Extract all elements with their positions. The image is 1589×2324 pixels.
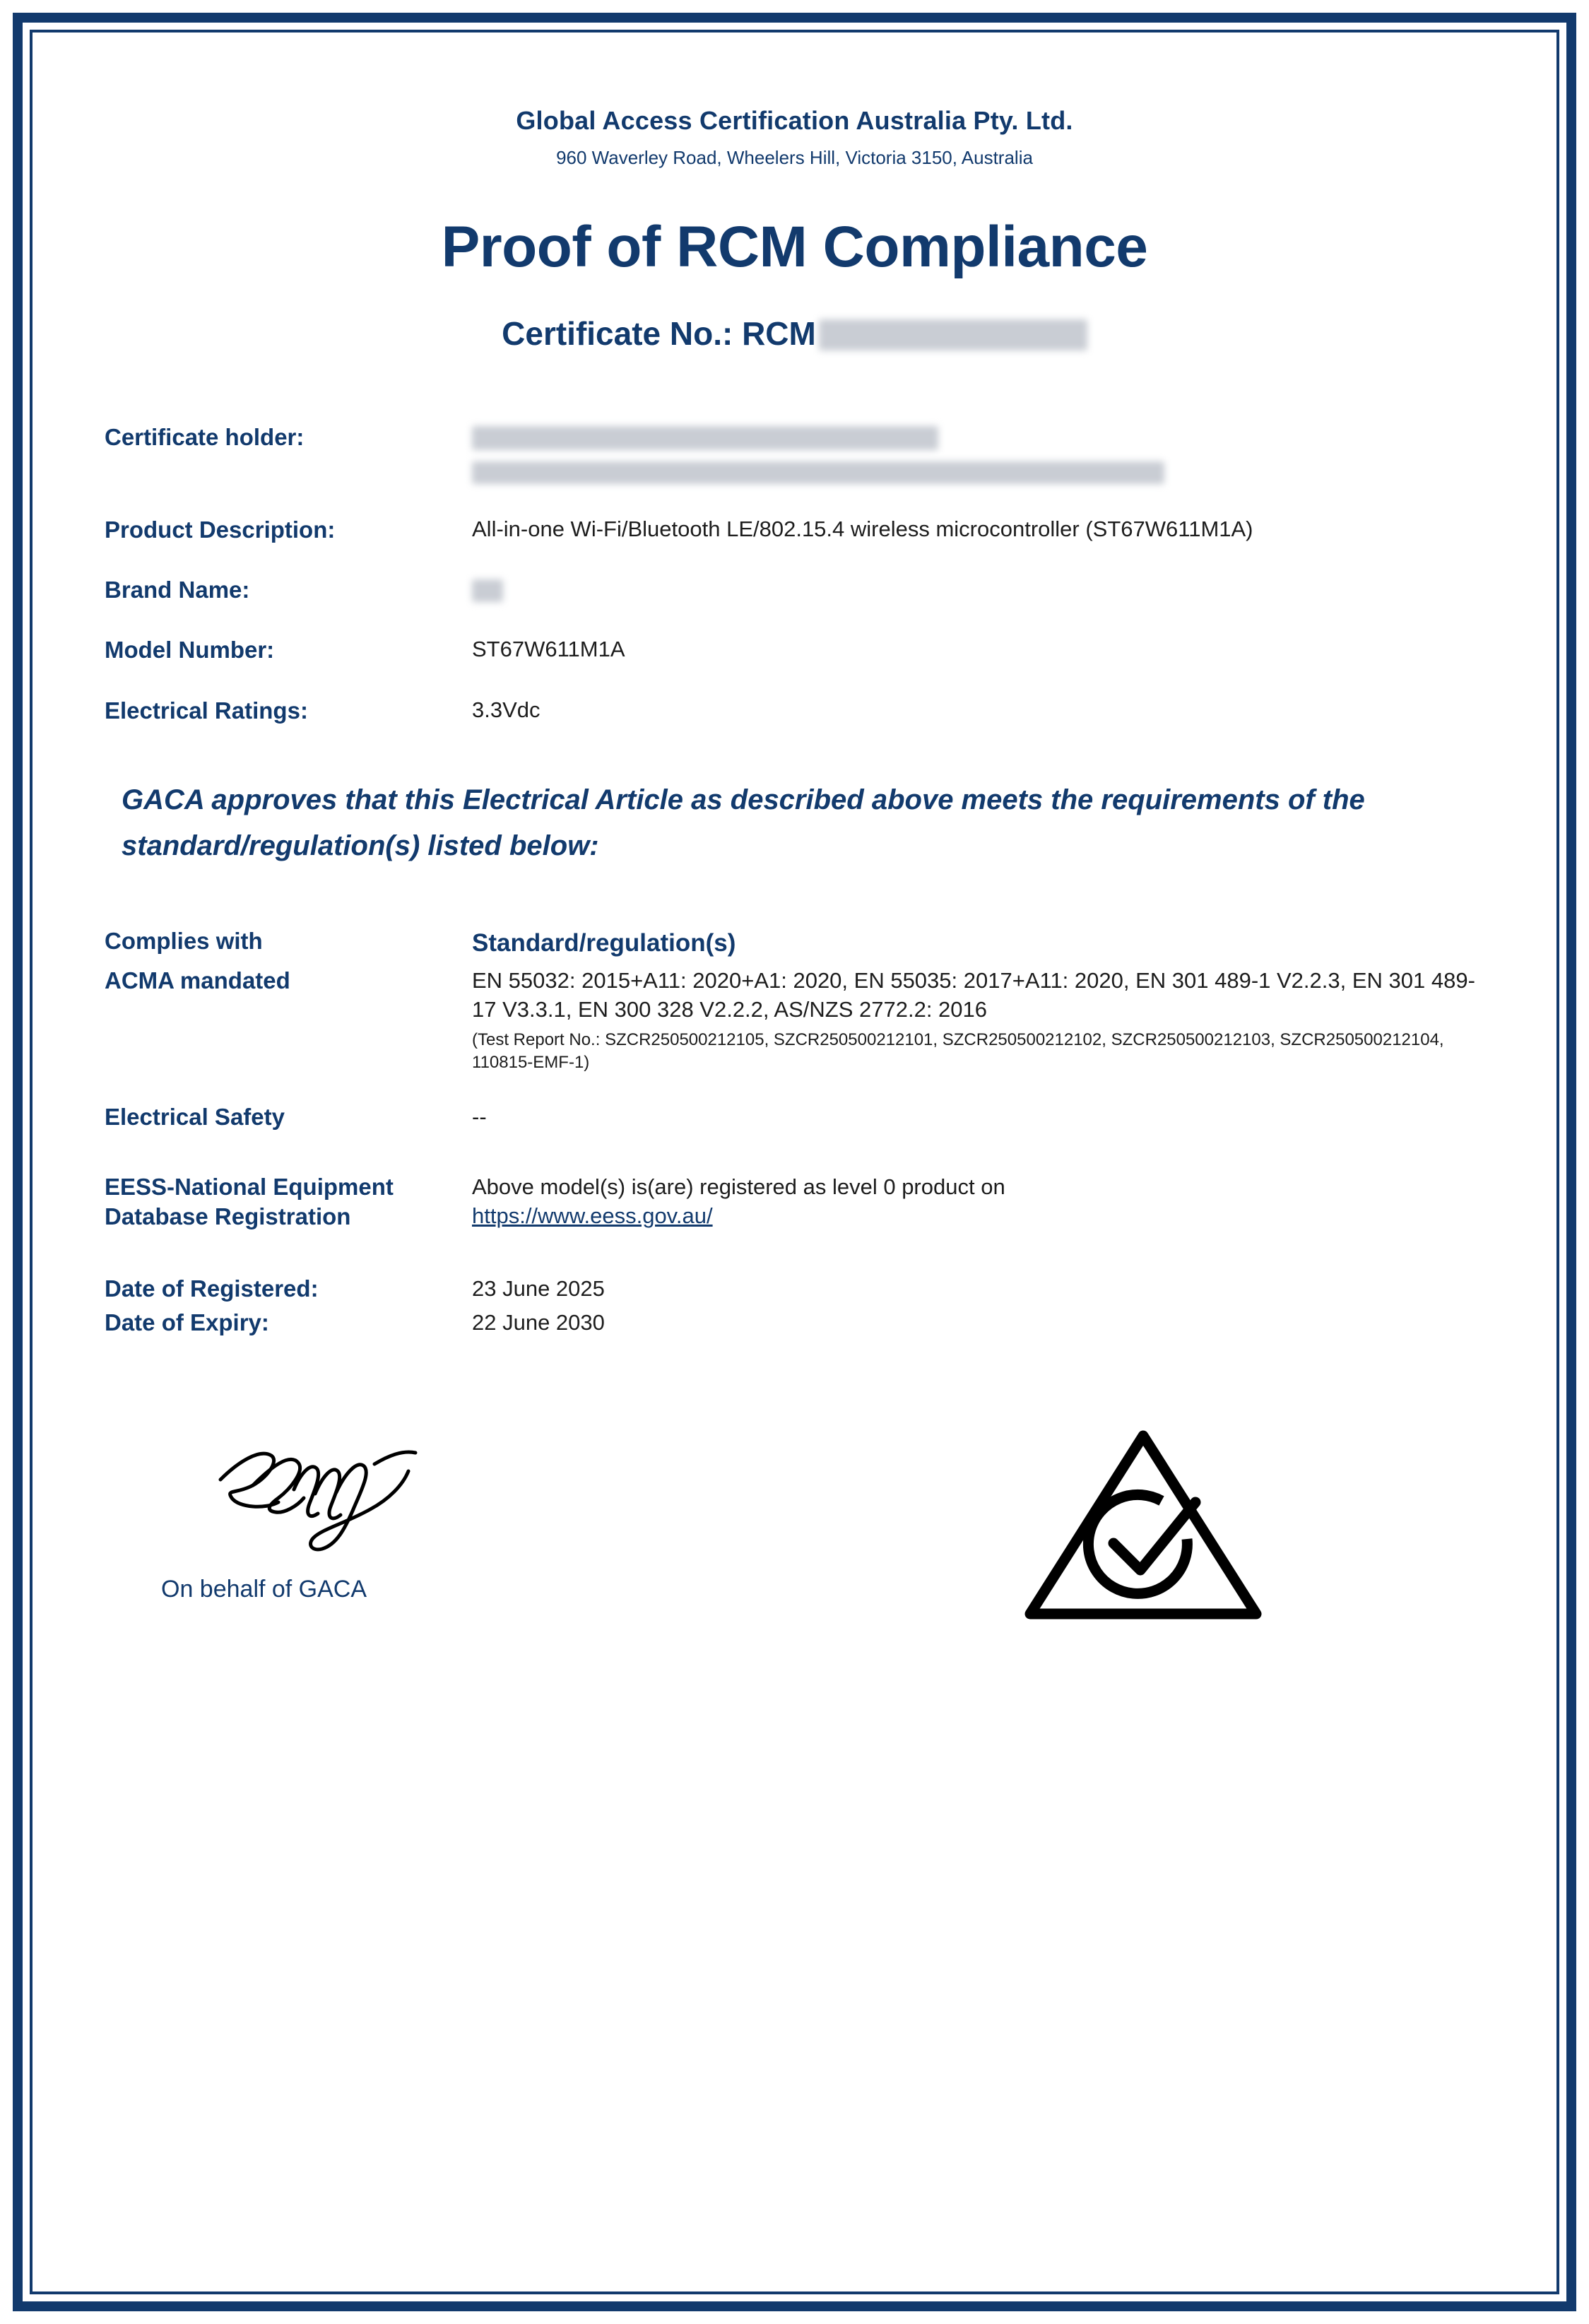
certificate-content	[49, 49, 1540, 2275]
certificate-holder-value	[472, 423, 1484, 484]
approval-statement: GACA approves that this Electrical Article as described above meets the requirements of the standard/regulation(s) listed below:	[122, 784, 1365, 861]
date-expiry-value: 22 June 2030	[472, 1310, 605, 1335]
issuer-name: Global Access Certification Australia Pty. Ltd.	[516, 106, 1073, 135]
eess-registration-text: Above model(s) is(are) registered as level 0 product on	[472, 1174, 1005, 1199]
complies-with-header: Complies with	[105, 928, 263, 955]
page-title: Proof of RCM Compliance	[441, 215, 1148, 279]
electrical-ratings-label: Electrical Ratings:	[105, 697, 308, 724]
date-registered-label: Date of Registered:	[105, 1275, 319, 1302]
acma-standards-text: EN 55032: 2015+A11: 2020+A1: 2020, EN 55035: 2017+A11: 2020, EN 301 489-1 V2.2.3, EN 301 489-17 V3.3.1, EN 300 328 V2.2.2, AS/NZS 2772.2: 2016	[472, 967, 1475, 1022]
table-row	[105, 1172, 1484, 1233]
acma-test-report-note: (Test Report No.: SZCR250500212105, SZCR250500212101, SZCR250500212102, SZCR250500212103, SZCR250500212104, 110815-EMF-1)	[472, 1030, 1444, 1072]
rcm-compliance-mark-icon	[1023, 1417, 1263, 1633]
electrical-safety-label: Electrical Safety	[105, 1103, 285, 1130]
signature-caption: On behalf of GACA	[161, 1575, 367, 1603]
dates-labels	[105, 1272, 472, 1340]
certificate-holder-label: Certificate holder:	[105, 423, 305, 450]
field-list	[105, 423, 1484, 725]
certificate-holder-redacted-line2	[472, 461, 1164, 484]
issuer-address: 960 Waverley Road, Wheelers Hill, Victoria 3150, Australia	[556, 147, 1033, 168]
table-row	[105, 966, 1484, 1074]
acma-mandated-label: ACMA mandated	[105, 967, 290, 993]
field-brand-name	[105, 575, 1484, 604]
acma-mandated-value	[472, 966, 1484, 1074]
electrical-ratings-value: 3.3Vdc	[472, 697, 541, 722]
electrical-safety-value: --	[472, 1104, 487, 1129]
brand-name-redacted	[472, 579, 503, 602]
compliance-table	[105, 926, 1484, 1340]
model-number-label: Model Number:	[105, 637, 275, 663]
certificate-holder-redacted-line1	[472, 426, 938, 450]
certificate-footer	[105, 1425, 1484, 1658]
field-certificate-holder	[105, 423, 1484, 484]
field-electrical-ratings	[105, 696, 1484, 725]
product-description-value: All-in-one Wi-Fi/Bluetooth LE/802.15.4 wireless microcontroller (ST67W611M1A)	[472, 516, 1253, 541]
product-description-label: Product Description:	[105, 516, 336, 543]
dates-block	[105, 1272, 1484, 1340]
compliance-table-header	[105, 926, 1484, 960]
certificate-number-line	[105, 314, 1484, 353]
brand-name-value	[472, 575, 1484, 604]
eess-registration-label: EESS-National Equipment Database Registration	[105, 1173, 394, 1230]
dates-values	[472, 1272, 1484, 1339]
date-registered-value: 23 June 2025	[472, 1276, 605, 1302]
brand-name-label: Brand Name:	[105, 577, 250, 603]
eess-registration-link[interactable]: https://www.eess.gov.au/	[472, 1203, 713, 1229]
signature-icon	[211, 1425, 444, 1566]
certificate-number-label: Certificate No.: RCM	[502, 315, 816, 352]
certificate-number-redacted	[819, 319, 1087, 350]
field-product-description	[105, 515, 1484, 544]
standard-regulations-header: Standard/regulation(s)	[472, 929, 736, 957]
model-number-value: ST67W611M1A	[472, 637, 625, 662]
field-model-number	[105, 635, 1484, 664]
table-row	[105, 1102, 1484, 1133]
date-expiry-label: Date of Expiry:	[105, 1309, 269, 1336]
signature-block	[161, 1425, 557, 1603]
eess-registration-value	[472, 1172, 1484, 1232]
